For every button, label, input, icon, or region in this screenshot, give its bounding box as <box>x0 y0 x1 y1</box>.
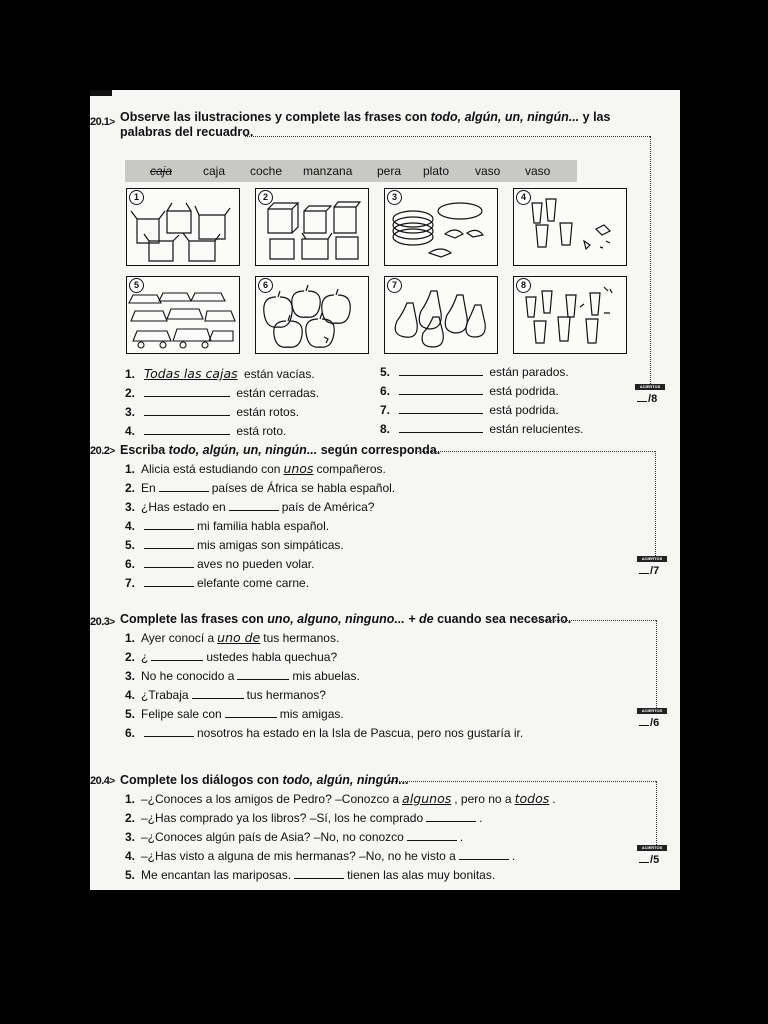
score-input[interactable] <box>639 573 649 574</box>
exercise-item: 6. nosotros ha estado en la Isla de Pascua, pero nos gustaría ir. <box>125 726 524 740</box>
picture-number: 3 <box>387 190 402 205</box>
answer-blank[interactable] <box>407 829 457 841</box>
exercise-item: 1. –¿Conoces a los amigos de Pedro? –Conozco a algunos , pero no a todos . <box>125 791 556 806</box>
illustration-boxes-open <box>126 188 240 266</box>
workbook-page: 20.1> Observe las ilustraciones y complete las frases con todo, algún, un, ningún... y las palabras del recuadro. caja caja coche manzana pera plato vaso vaso 1 2 3 4 5 6 7 8 1. Todas las cajas están vacías. 2. están cerradas. 3. están rotos. 4. está roto. 5. están parados. 6. está podrida. 7. está podrida. 8. están relucientes. ACIERTOS /8 20.2> Escriba todo, algún, un, ningún... según corresponda. 1. Alicia está estudiando con unos compañeros. 2. En países de África se habla español. 3. ¿Has estado en país de América? 4. mi familia habla español. 5. mis amigas son simpáticas. 6. aves no pueden volar. 7. elefante come carne. ACIERTOS /7 20.3> Complete las frases con uno, alguno, ninguno... + de cuando sea necesario. 1. Ayer conocí a uno de tus hermanos. 2. ¿ ustedes habla quechua? 3. No he conocido a mis abuelas. 4. ¿Trabaja tus hermanos? 5. Felipe sale con mis amigas. 6. nosotros ha estado en la Isla de Pascua, pero nos gustaría ir. ACIERTOS /6 20.4> Complete los diálogos con todo, algún, ningún... 1. –¿Conoces a los amigos de Pedro? –Conozco a algunos , pero no a todos . 2. –¿Has comprado ya los libros? –Sí, los he comprado . 3. –¿Conoces algún país de Asia? –No, no conozco . 4. –¿Has visto a alguna de mis hermanas? –No, no he visto a . 5. Me encantan las mariposas. tienen las alas muy bonitas. ACIERTOS /5 <box>90 90 680 890</box>
score-total: 8 <box>651 393 658 405</box>
illustration-pears <box>384 276 498 354</box>
exercise-item: 6. está podrida. <box>380 384 559 398</box>
exercise-item: 2. –¿Has comprado ya los libros? –Sí, los he comprado . <box>125 811 483 825</box>
exercise-item: 4. ¿Trabaja tus hermanos? <box>125 688 326 702</box>
exercise-item: 4. –¿Has visto a alguna de mis hermanas? –No, no he visto a . <box>125 849 516 863</box>
answer-blank[interactable] <box>144 385 230 397</box>
score-label: ACIERTOS <box>637 708 667 714</box>
exercise-item: 6. aves no pueden volar. <box>125 557 315 571</box>
picture-number: 6 <box>258 278 273 293</box>
exercise-number: 20.4> <box>90 775 115 787</box>
score-total: 6 <box>653 717 660 729</box>
exercise-item: 4. mi familia habla español. <box>125 519 330 533</box>
score-total: 7 <box>653 565 660 577</box>
answer-blank[interactable] <box>399 383 483 395</box>
word-bank-item: caja <box>150 164 173 178</box>
handwritten-answer: algunos <box>402 791 452 806</box>
answer-blank[interactable] <box>399 402 483 414</box>
cars-drawing <box>127 277 239 353</box>
score-total: 5 <box>653 854 660 866</box>
exercise-item: 3. No he conocido a mis abuelas. <box>125 669 360 683</box>
exercise-item: 4. está roto. <box>125 424 287 438</box>
answer-blank[interactable] <box>399 364 483 376</box>
exercise-item: 3. están rotos. <box>125 405 300 419</box>
shiny-glasses-drawing <box>514 277 626 353</box>
plates-drawing <box>385 189 497 265</box>
word-bank-item: vaso <box>475 164 501 178</box>
score-input[interactable] <box>639 862 649 863</box>
handwritten-answer: todos <box>514 791 550 806</box>
score-label: ACIERTOS <box>637 556 667 562</box>
picture-number: 1 <box>129 190 144 205</box>
picture-number: 4 <box>516 190 531 205</box>
answer-blank[interactable] <box>144 404 230 416</box>
answer-blank[interactable] <box>159 480 209 492</box>
exercise-item: 1. Todas las cajas están vacías. <box>125 366 315 381</box>
answer-blank[interactable] <box>237 668 289 680</box>
illustration-cars <box>126 276 240 354</box>
exercise-number: 20.3> <box>90 616 115 628</box>
illustration-glasses-broken <box>513 188 627 266</box>
broken-glasses-drawing <box>514 189 626 265</box>
exercise-item: 1. Ayer conocí a uno de tus hermanos. <box>125 630 340 645</box>
handwritten-answer: Todas las cajas <box>144 366 238 381</box>
word-bank-item: pera <box>377 164 402 178</box>
handwritten-answer: unos <box>283 461 314 476</box>
exercise-item: 5. están parados. <box>380 365 569 379</box>
answer-blank[interactable] <box>144 725 194 737</box>
answer-blank[interactable] <box>192 687 244 699</box>
exercise-instruction: Complete los diálogos con todo, algún, ningún... <box>120 773 409 787</box>
answer-blank[interactable] <box>144 537 194 549</box>
picture-number: 8 <box>516 278 531 293</box>
answer-blank[interactable] <box>399 421 483 433</box>
illustration-glasses-shiny <box>513 276 627 354</box>
exercise-instruction: Escriba todo, algún, un, ningún... según corresponda. <box>120 443 441 457</box>
exercise-item: 2. están cerradas. <box>125 386 320 400</box>
answer-blank[interactable] <box>144 575 194 587</box>
open-boxes-drawing <box>127 189 239 265</box>
answer-blank[interactable] <box>144 423 230 435</box>
exercise-instruction: Complete las frases con uno, alguno, ninguno... + de cuando sea necesario. <box>120 612 572 626</box>
picture-number: 2 <box>258 190 273 205</box>
exercise-item: 2. En países de África se habla español. <box>125 481 396 495</box>
answer-blank[interactable] <box>144 518 194 530</box>
exercise-item: 7. está podrida. <box>380 403 559 417</box>
page-corner-mark <box>90 90 112 96</box>
exercise-number: 20.1> <box>90 116 115 128</box>
exercise-item: 5. Felipe sale con mis amigas. <box>125 707 344 721</box>
illustration-apples <box>255 276 369 354</box>
exercise-item: 5. mis amigas son simpáticas. <box>125 538 344 552</box>
illustration-plates <box>384 188 498 266</box>
closed-boxes-drawing <box>256 189 368 265</box>
answer-blank[interactable] <box>225 706 277 718</box>
exercise-item: 1. Alicia está estudiando con unos compañeros. <box>125 461 386 476</box>
exercise-item: 5. Me encantan las mariposas. tienen las alas muy bonitas. <box>125 868 496 882</box>
word-bank <box>125 160 577 182</box>
answer-blank[interactable] <box>294 867 344 879</box>
picture-number: 7 <box>387 278 402 293</box>
word-bank-item: manzana <box>303 164 353 178</box>
exercise-item: 8. están relucientes. <box>380 422 584 436</box>
answer-blank[interactable] <box>151 649 203 661</box>
answer-blank[interactable] <box>229 499 279 511</box>
answer-blank[interactable] <box>426 810 476 822</box>
exercise-item: 7. elefante come carne. <box>125 576 310 590</box>
word-bank-item: coche <box>250 164 283 178</box>
word-bank-item: vaso <box>525 164 551 178</box>
answer-blank[interactable] <box>459 848 509 860</box>
score-input[interactable] <box>637 401 647 402</box>
exercise-item: 3. ¿Has estado en país de América? <box>125 500 375 514</box>
word-bank-item: caja <box>203 164 226 178</box>
exercise-number: 20.2> <box>90 445 115 457</box>
exercise-item: 2. ¿ ustedes habla quechua? <box>125 650 338 664</box>
score-label: ACIERTOS <box>637 845 667 851</box>
handwritten-answer: uno de <box>217 630 261 645</box>
score-label: ACIERTOS <box>635 384 665 390</box>
exercise-item: 3. –¿Conoces algún país de Asia? –No, no conozco . <box>125 830 464 844</box>
word-bank-item: plato <box>423 164 450 178</box>
picture-number: 5 <box>129 278 144 293</box>
illustration-boxes-closed <box>255 188 369 266</box>
score-input[interactable] <box>639 725 649 726</box>
exercise-instruction: Observe las ilustraciones y complete las frases con todo, algún, un, ningún... y las palabras del recuadro. <box>120 110 611 139</box>
answer-blank[interactable] <box>144 556 194 568</box>
pears-drawing <box>385 277 497 353</box>
apples-drawing <box>256 277 368 353</box>
